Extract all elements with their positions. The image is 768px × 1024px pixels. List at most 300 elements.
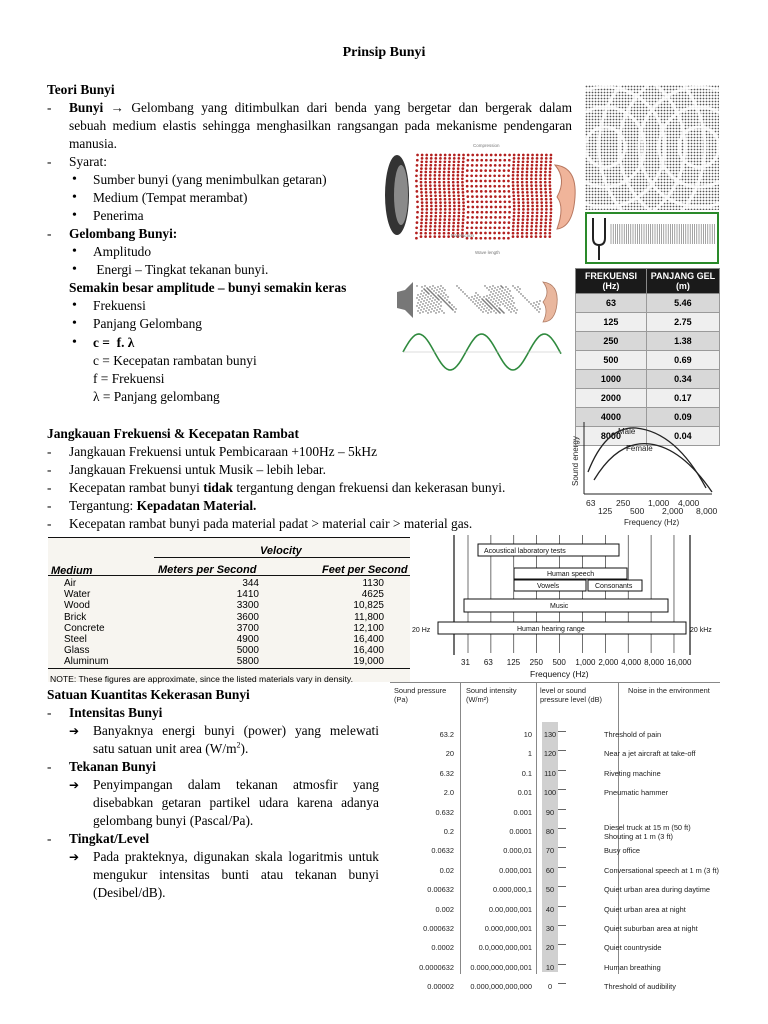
particle — [462, 194, 465, 197]
particle — [458, 208, 461, 211]
particle — [490, 303, 491, 304]
particle — [499, 296, 500, 297]
particle — [448, 198, 451, 201]
sound-level-table — [390, 682, 720, 992]
particle — [467, 159, 470, 162]
table-cell: 3300 — [236, 600, 259, 612]
particle — [456, 285, 457, 286]
table-cell: 0.69 — [646, 351, 719, 370]
particle — [499, 154, 502, 157]
particle — [436, 301, 437, 302]
table-cell: 0.0000632 — [419, 962, 454, 972]
particle — [438, 167, 441, 170]
particle — [450, 307, 451, 308]
particle — [439, 296, 440, 297]
table-cell: Glass — [64, 645, 90, 657]
table-row — [64, 623, 384, 634]
particle — [439, 208, 442, 211]
particle — [494, 154, 497, 157]
particle — [522, 198, 525, 201]
particle — [510, 295, 511, 296]
particle — [443, 184, 446, 187]
scale-tick — [558, 983, 566, 984]
particle — [525, 235, 528, 238]
particle — [540, 154, 543, 157]
particle — [443, 177, 446, 180]
particle — [448, 188, 451, 191]
particle — [415, 226, 418, 229]
table-cell: 100 — [543, 788, 557, 798]
particle — [443, 194, 446, 197]
particle — [522, 157, 525, 160]
table-cell: 63 — [576, 294, 647, 313]
particle — [549, 157, 552, 160]
particle — [471, 221, 474, 224]
particle — [535, 194, 538, 197]
table-row — [576, 332, 720, 351]
particle — [425, 198, 428, 201]
particle — [484, 180, 487, 183]
particle — [419, 296, 420, 297]
particle — [532, 305, 533, 306]
particle — [531, 222, 534, 225]
table-cell: 10 — [523, 730, 532, 739]
particle — [508, 164, 511, 167]
dash: - — [47, 462, 52, 477]
table-cell: 110 — [544, 768, 556, 778]
particle — [503, 312, 504, 313]
particle — [480, 216, 483, 219]
particle — [503, 300, 504, 301]
particle — [447, 171, 450, 174]
particle — [491, 296, 492, 297]
particle — [420, 184, 423, 187]
particle — [480, 226, 483, 229]
table-cell: 0.04 — [646, 427, 719, 446]
intensitas-label: Intensitas Bunyi — [69, 705, 163, 720]
particle — [521, 222, 524, 225]
particle — [494, 216, 497, 219]
particle — [420, 232, 423, 235]
particle — [416, 195, 419, 198]
velocity-table-image — [48, 537, 410, 682]
particle — [440, 285, 441, 286]
particle — [438, 235, 441, 238]
particle — [419, 312, 420, 313]
rule — [154, 557, 410, 558]
particle — [485, 164, 488, 167]
table-cell: 0.000632 — [423, 924, 454, 933]
particle — [420, 181, 423, 184]
particle — [421, 201, 424, 204]
particle — [511, 308, 512, 309]
particle — [531, 218, 534, 221]
particle — [434, 171, 437, 174]
text: satu satuan unit area (W/m — [93, 741, 237, 756]
particle — [434, 215, 437, 218]
arrow-icon: ➔ — [69, 778, 80, 792]
particle — [517, 218, 520, 221]
particle — [464, 293, 465, 294]
bar-label: Music — [550, 603, 569, 610]
particle — [444, 157, 447, 160]
particle — [471, 296, 472, 297]
table-cell: 6.32 — [439, 768, 454, 778]
particle — [479, 174, 482, 177]
particle — [439, 191, 442, 194]
particle — [526, 228, 529, 231]
particle — [544, 232, 547, 235]
particle — [539, 235, 542, 238]
particle — [438, 232, 441, 235]
particle — [448, 222, 451, 225]
table-row — [576, 370, 720, 389]
gelombang-item: Amplitudo — [93, 244, 152, 259]
particle — [513, 208, 516, 211]
particle — [502, 174, 505, 177]
particle — [494, 287, 495, 288]
table-row — [390, 862, 720, 874]
particle — [462, 160, 465, 163]
particle — [467, 154, 470, 157]
particle — [536, 157, 539, 160]
particle — [443, 300, 444, 301]
particle — [433, 310, 434, 311]
particle — [503, 185, 506, 188]
particle — [486, 299, 487, 300]
particle — [430, 303, 431, 304]
particle — [434, 184, 437, 187]
particle — [462, 208, 465, 211]
particle — [449, 302, 450, 303]
particle — [416, 164, 419, 167]
table-cell: 0.0001 — [509, 827, 532, 836]
particle — [530, 188, 533, 191]
particle — [424, 305, 425, 306]
particle — [531, 154, 534, 157]
particle — [448, 164, 451, 167]
compression-label: Compression — [473, 143, 500, 148]
particle — [483, 308, 484, 309]
particle — [518, 291, 519, 292]
particle — [500, 285, 501, 286]
particle — [438, 228, 441, 231]
particle — [470, 180, 473, 183]
scale-tick — [558, 809, 566, 810]
particle — [453, 306, 454, 307]
table-row — [576, 351, 720, 370]
scale-tick — [558, 925, 566, 926]
particle — [425, 201, 428, 204]
particle — [454, 311, 455, 312]
tick-label: 8,000 — [644, 658, 665, 667]
particle — [466, 295, 467, 296]
table-cell: 0.632 — [435, 807, 454, 817]
particle — [489, 185, 492, 188]
particle — [453, 205, 456, 208]
jangkauan-item: Jangkauan Frekuensi untuk Pembicaraan +100Hz – 5kHz — [69, 444, 378, 459]
particle — [457, 222, 460, 225]
bullet-icon: • — [72, 190, 77, 205]
particle — [531, 201, 534, 204]
table-cell: Riveting machine — [604, 768, 661, 778]
syarat-item: Sumber bunyi (yang menimbulkan getaran) — [93, 172, 327, 187]
particle — [545, 211, 548, 214]
particle — [455, 308, 456, 309]
particle — [471, 169, 474, 172]
table-cell: 0.000,01 — [503, 846, 532, 856]
particle — [530, 181, 533, 184]
particle — [425, 160, 428, 163]
particle — [516, 171, 519, 174]
particle — [522, 215, 525, 218]
bar-label: Human hearing range — [517, 626, 585, 633]
particle — [480, 301, 481, 302]
particle — [484, 185, 487, 188]
particle — [485, 310, 486, 311]
particle — [438, 303, 439, 304]
table-cell: 0.0632 — [431, 846, 454, 856]
particle — [447, 184, 450, 187]
bunyi-def-1: Gelombang yang ditimbulkan dari benda yang bergetar dan bergerak dalam — [131, 100, 572, 115]
particle — [415, 180, 418, 183]
particle — [448, 218, 451, 221]
particle — [443, 312, 444, 313]
particle — [500, 309, 501, 310]
particle — [508, 159, 511, 162]
particle — [482, 311, 483, 312]
particle — [457, 225, 460, 228]
series-label-male: Male — [618, 427, 636, 436]
particle — [478, 299, 479, 300]
particle — [462, 191, 465, 194]
particle — [490, 154, 493, 157]
table-cell: 3600 — [236, 611, 259, 623]
particle — [521, 188, 524, 191]
particle — [549, 194, 552, 197]
particle — [428, 301, 429, 302]
particle — [457, 164, 460, 167]
particle — [494, 303, 495, 304]
arrow-icon: → — [110, 100, 125, 115]
particle — [549, 218, 552, 221]
particle — [470, 174, 473, 177]
particle — [526, 194, 529, 197]
particle — [512, 297, 513, 298]
particle — [526, 171, 529, 174]
particle — [544, 174, 547, 177]
particle — [479, 296, 480, 297]
particle — [461, 225, 464, 228]
particle — [494, 159, 497, 162]
particle — [517, 198, 520, 201]
particle — [505, 286, 506, 287]
particle — [434, 191, 437, 194]
tick-label: 2,000 — [598, 658, 619, 667]
particle — [545, 198, 548, 201]
particle — [527, 201, 530, 204]
particle — [479, 180, 482, 183]
particle — [442, 295, 443, 296]
table-cell: Near a jet aircraft at take-off — [604, 749, 696, 759]
particle — [425, 294, 426, 295]
particle — [531, 160, 534, 163]
particle — [549, 171, 552, 174]
rule — [390, 682, 720, 683]
tick-label: 250 — [616, 498, 631, 508]
particle — [535, 164, 538, 167]
particle — [512, 235, 515, 238]
particle — [474, 303, 475, 304]
jangkauan-item-3 — [69, 479, 505, 497]
table-cell: 120 — [543, 749, 557, 759]
table-cell: Diesel truck at 15 m (50 ft) — [604, 823, 691, 832]
particle — [476, 305, 477, 306]
table-cell: 20 — [445, 749, 454, 759]
table-cell: Conversational speech at 1 m (3 ft) — [604, 865, 720, 875]
tick-label: 125 — [598, 506, 613, 516]
particle — [501, 298, 502, 299]
particle — [442, 299, 443, 300]
particle — [421, 157, 424, 160]
particle — [438, 171, 441, 174]
particle — [482, 299, 483, 300]
particle — [439, 288, 440, 289]
particle — [516, 232, 519, 235]
particle — [501, 286, 502, 287]
particle — [503, 292, 504, 293]
particle — [433, 302, 434, 303]
particle — [517, 225, 520, 228]
particle — [448, 154, 451, 157]
table-cell: Steel — [64, 634, 87, 646]
particle — [424, 297, 425, 298]
particle — [488, 289, 489, 290]
particle — [522, 205, 525, 208]
table-cell: 5800 — [236, 656, 259, 668]
particle — [439, 194, 442, 197]
table-cell: Aluminum — [64, 656, 109, 668]
particle — [540, 191, 543, 194]
col-header: Sound pressure (Pa) — [394, 686, 447, 704]
tekanan-label: Tekanan Bunyi — [69, 759, 156, 774]
particle — [539, 174, 542, 177]
particle — [428, 309, 429, 310]
particle — [434, 188, 437, 191]
particle — [429, 235, 432, 238]
text: tergantung dengan frekuensi dan kekerasan bunyi. — [233, 480, 506, 495]
particle — [452, 191, 455, 194]
syarat-item: Penerima — [93, 208, 144, 223]
particle — [517, 194, 520, 197]
particle — [531, 157, 534, 160]
particle — [444, 289, 445, 290]
particle — [520, 293, 521, 294]
particle — [525, 232, 528, 235]
particle — [499, 304, 500, 305]
arrow-icon: ➔ — [69, 850, 80, 864]
particle — [503, 164, 506, 167]
particle — [484, 301, 485, 302]
particle — [480, 309, 481, 310]
particle — [494, 307, 495, 308]
amplitude-note: Semakin besar amplitude – bunyi semakin keras — [69, 280, 347, 295]
particle — [526, 299, 527, 300]
particle — [476, 297, 477, 298]
particle — [495, 312, 496, 313]
particle — [453, 157, 456, 160]
particle — [438, 311, 439, 312]
particle — [447, 296, 448, 297]
particle — [497, 302, 498, 303]
table-cell: 0.00,000,001 — [488, 904, 532, 914]
table-cell: 0.1 — [521, 768, 532, 778]
particle — [498, 185, 501, 188]
particle — [461, 167, 464, 170]
particle — [462, 218, 465, 221]
table-cell: 16,400 — [353, 634, 384, 646]
particle — [545, 194, 548, 197]
velocity-table — [64, 578, 384, 668]
tick-label: 1,000 — [648, 498, 670, 508]
table-cell: Quiet urban area at night — [604, 904, 686, 914]
particle — [535, 191, 538, 194]
particle — [484, 237, 487, 240]
particle — [549, 228, 552, 231]
particle — [526, 222, 529, 225]
table-cell: 90 — [545, 807, 555, 817]
particle — [517, 160, 520, 163]
particle — [540, 215, 543, 218]
more-item: Panjang Gelombang — [93, 316, 202, 331]
particle — [516, 184, 519, 187]
particle — [498, 291, 499, 292]
particle — [461, 181, 464, 184]
table-cell: Quiet urban area during daytime — [604, 885, 710, 895]
particle — [416, 297, 417, 298]
table-cell: 125 — [576, 313, 647, 332]
particle — [471, 190, 474, 193]
particle — [489, 195, 492, 198]
table-cell: 5.46 — [646, 294, 719, 313]
bar-label: Human speech — [547, 571, 595, 578]
particle — [427, 296, 428, 297]
particle — [535, 225, 538, 228]
particle — [438, 295, 439, 296]
particle — [490, 211, 493, 214]
particle — [549, 198, 552, 201]
table-cell: Threshold of audibility — [604, 982, 676, 992]
particle — [427, 292, 428, 293]
section-heading-jangkauan: Jangkauan Frekuensi & Kecepatan Rambat — [47, 426, 299, 441]
particle — [498, 226, 501, 229]
particle — [425, 205, 428, 208]
particle — [535, 167, 538, 170]
table-row — [390, 901, 720, 913]
particle — [439, 201, 442, 204]
particle — [507, 296, 508, 297]
particle — [431, 292, 432, 293]
particle — [447, 232, 450, 235]
particle — [430, 215, 433, 218]
more-item: Frekuensi — [93, 298, 146, 313]
particle — [466, 169, 469, 172]
particle — [516, 174, 519, 177]
particle — [476, 195, 479, 198]
particle — [452, 177, 455, 180]
particle — [521, 184, 524, 187]
table-cell: 60 — [545, 865, 555, 875]
